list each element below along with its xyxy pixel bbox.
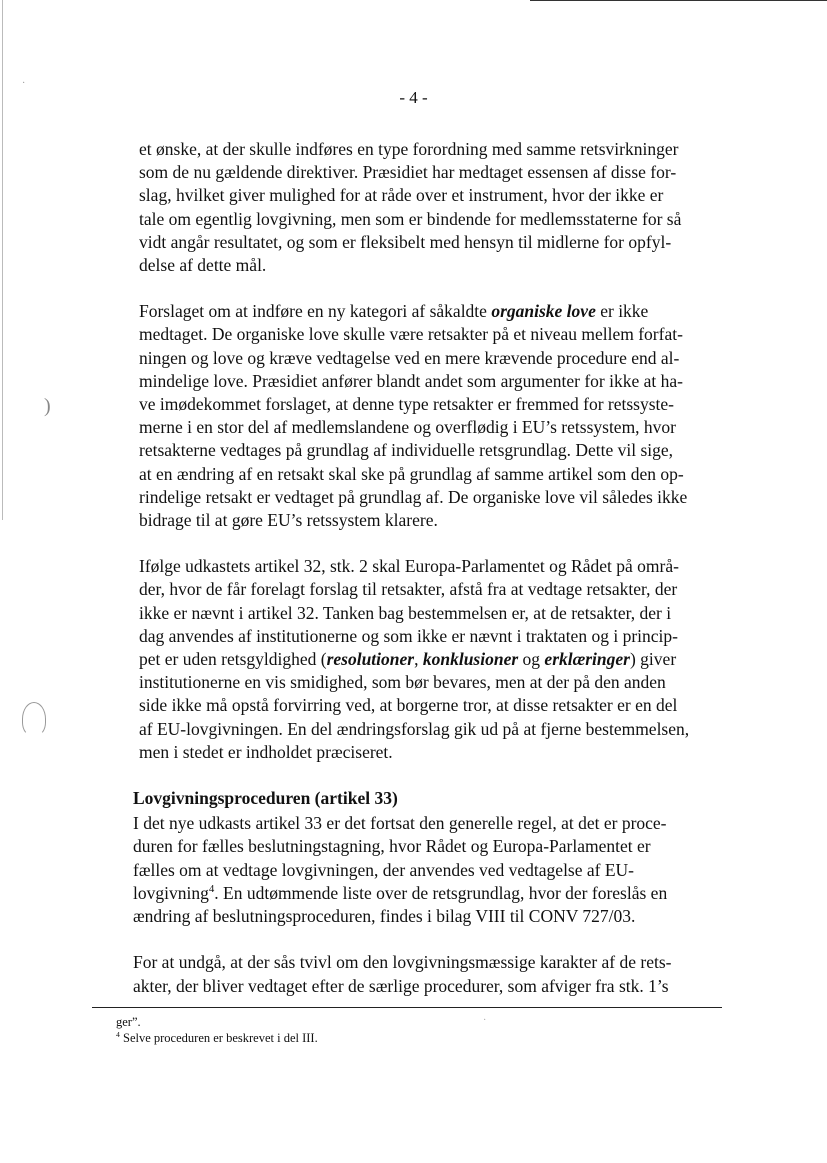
emphasis-resolutioner: resolutioner [326, 649, 415, 670]
text-line: side ikke må opstå forvirring ved, at borgerne tror, at disse retsakter er en del [139, 695, 678, 716]
text-line: vidt angår resultatet, og som er fleksibelt med hensyn til midlerne for opfyl- [139, 231, 672, 252]
text-run: og [518, 649, 545, 670]
text-line [133, 882, 733, 905]
text-line: institutionerne en vis smidighed, som bør bevares, men at der på den anden [139, 672, 666, 693]
text-run: lovgivning [133, 882, 209, 903]
text-line: rindelige retsakt er vedtaget på grundlag af. De organiske love vil således ikke [139, 486, 688, 507]
text-line: Ifølge udkastets artikel 32, stk. 2 skal Europa-Parlamentet og Rådet på områ- [139, 556, 679, 577]
paragraph-2 [133, 300, 733, 532]
emphasis-organiske-love: organiske love [491, 301, 596, 322]
text-run: Forslaget om at indføre en ny kategori af såkaldte [139, 301, 492, 322]
text-line: retsakterne vedtages på grundlag af individuelle retsgrundlag. Dette vil sige, [139, 440, 674, 461]
text-run: . En udtømmende liste over de retsgrundlag, hvor der foreslås en [214, 882, 668, 903]
text-line: af EU-lovgivningen. En del ændringsforslag gik ud på at fjerne bestemmelsen, [139, 718, 690, 739]
text-line: ændring af beslutningsproceduren, findes i bilag VIII til CONV 727/03. [133, 906, 636, 927]
text-line [139, 300, 733, 323]
text-line: men i stedet er indholdet præciseret. [139, 741, 393, 762]
text-line: mindelige love. Præsidiet anfører blandt andet som argumenter for ikke at ha- [139, 370, 683, 391]
top-edge-rule [530, 0, 827, 1]
text-line: et ønske, at der skulle indføres en type forordning med samme retsvirkninger [139, 139, 679, 159]
text-run: er ikke [595, 301, 649, 322]
emphasis-erklaeringer: erklæringer [544, 649, 630, 670]
scan-artifact-paren: ) [44, 395, 51, 417]
paragraph-3 [133, 555, 733, 764]
scan-speck: · [483, 1015, 487, 1026]
emphasis-konklusioner: konklusioner [422, 649, 519, 670]
text-line: For at undgå, at der sås tvivl om den lovgivningsmæssige karakter af de rets- [133, 952, 672, 973]
footnote-reference: 4 [208, 883, 215, 896]
text-line: akter, der bliver vedtaget efter de særlige procedurer, som afviger fra stk. 1’s [133, 975, 669, 996]
footnotes [116, 1014, 676, 1046]
text-line: slag, hvilket giver mulighed for at råde over et instrument, hvor der ikke er [139, 185, 664, 206]
text-line: duren for fælles beslutningstagning, hvor Rådet og Europa-Parlamentet er [133, 836, 651, 857]
paragraph-1 [133, 138, 733, 277]
footnote-number: 4 [116, 1029, 120, 1039]
scan-speck: · [22, 78, 26, 89]
text-line: ikke er nævnt i artikel 32. Tanken bag bestemmelsen er, at de retsakter, der i [139, 602, 672, 623]
text-line: som de nu gældende direktiver. Præsidiet har medtaget essensen af disse for- [139, 162, 677, 183]
section-heading: Lovgivningsproceduren (artikel 33) [133, 788, 398, 809]
text-line: bidrage til at gøre EU’s retssystem klarere. [139, 510, 438, 531]
footnote-text: Selve proceduren er beskrevet i del III. [119, 1031, 318, 1045]
text-line: merne i en stor del af medlemslandene og overflødig i EU’s retssystem, hvor [139, 417, 677, 438]
text-line: at en ændring af en retsakt skal ske på grundlag af samme artikel som den op- [139, 463, 684, 484]
text-line: der, hvor de får forelagt forslag til retsakter, afstå fra at vedtage retsakter, der [139, 579, 678, 600]
footnote-separator [92, 1007, 722, 1008]
text-line: fælles om at vedtage lovgivningen, der anvendes ved vedtagelse af EU- [133, 859, 635, 880]
document-body [133, 138, 733, 998]
footnote-4 [116, 1030, 676, 1046]
text-line: ningen og love og kræve vedtagelse ved en mere krævende procedure end al- [139, 347, 680, 368]
paragraph-4 [133, 812, 733, 928]
paragraph-5 [133, 951, 733, 997]
text-line: dag anvendes af institutionerne og som ikke er nævnt i traktaten og i princip- [139, 625, 678, 646]
scan-artifact-hole-punch [22, 702, 46, 736]
text-run: , [414, 649, 423, 670]
text-line: ve imødekommet forslaget, at denne type retsakter er fremmed for retssyste- [139, 394, 675, 415]
text-line: I det nye udkasts artikel 33 er det fortsat den generelle regel, at det er proce- [133, 813, 667, 834]
page-number: - 4 - [399, 88, 428, 107]
footnote-continuation: ger”. [116, 1015, 141, 1029]
text-line: medtaget. De organiske love skulle være retsakter på et niveau mellem forfat- [139, 324, 683, 345]
text-line: delse af dette mål. [139, 255, 267, 276]
text-line [139, 648, 733, 671]
text-line: tale om egentlig lovgivning, men som er bindende for medlemsstaterne for så [139, 208, 682, 229]
left-edge-rule [2, 0, 3, 520]
text-run: ) giver [629, 649, 677, 670]
text-run: pet er uden retsgyldighed ( [139, 649, 327, 670]
